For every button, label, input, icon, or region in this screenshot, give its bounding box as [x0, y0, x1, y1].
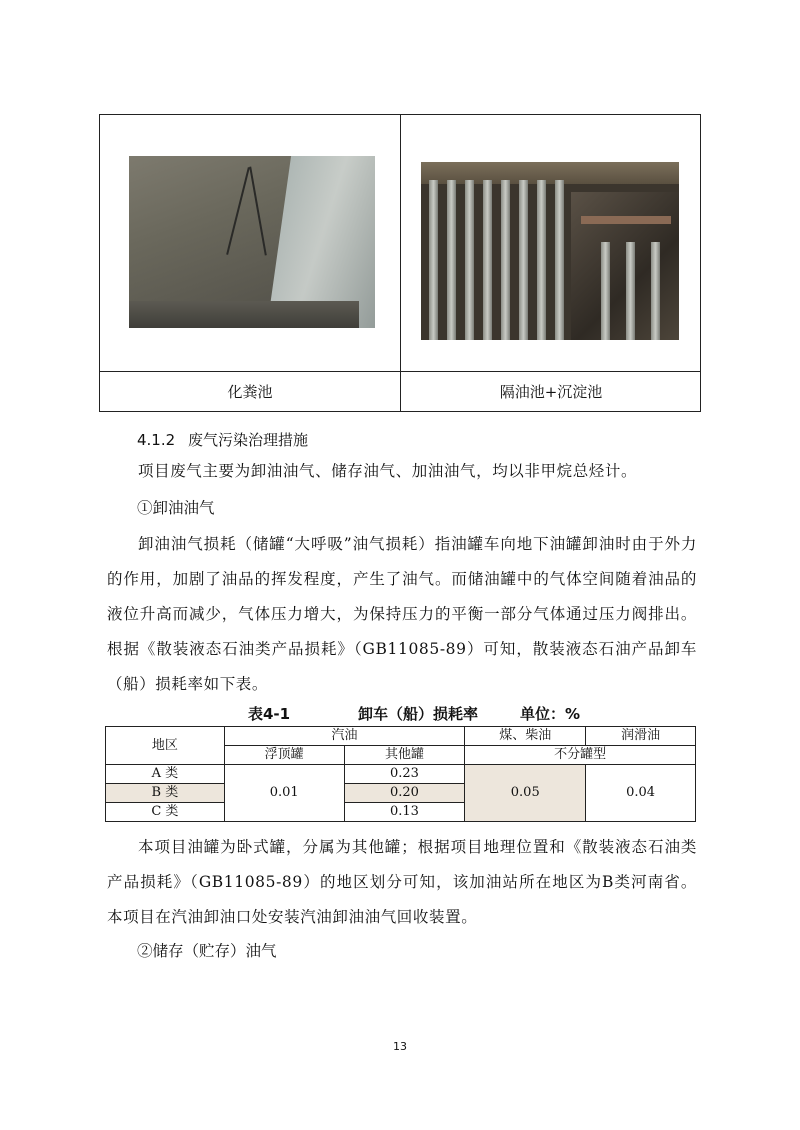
header-other-tank: 其他罐 — [344, 746, 465, 765]
other-tank-value: 0.20 — [344, 784, 465, 803]
region-cell: A 类 — [106, 765, 225, 784]
grate-bar — [465, 180, 474, 340]
photo-rod — [581, 216, 671, 224]
grate-bar — [626, 242, 635, 340]
header-no-tank-type: 不分罐型 — [465, 746, 696, 765]
grate-bar — [501, 180, 510, 340]
floating-roof-value: 0.01 — [224, 765, 344, 822]
grate-bar — [651, 242, 660, 340]
header-gasoline: 汽油 — [224, 727, 465, 746]
grate-bar — [483, 180, 492, 340]
table-row — [106, 765, 696, 784]
item-storage-heading: ②储存（贮存）油气 — [137, 942, 277, 960]
grate-bar — [519, 180, 528, 340]
coal-diesel-value: 0.05 — [465, 765, 586, 822]
photo-tripod-leg — [226, 167, 250, 255]
septic-tank-photo — [129, 156, 375, 328]
section-heading — [137, 427, 727, 453]
photo-rust-edge — [421, 162, 679, 184]
intro-paragraph: 项目废气主要为卸油油气、储存油气、加油油气，均以非甲烷总烃计。 — [138, 462, 638, 480]
grease-trap-photo — [421, 162, 679, 340]
item-unloading-heading: ①卸油油气 — [137, 499, 215, 517]
grate-bar — [555, 180, 564, 340]
section-title: 废气污染治理措施 — [187, 431, 308, 449]
header-floating-roof: 浮顶罐 — [224, 746, 344, 765]
region-cell: C 类 — [106, 803, 225, 822]
table-divider-vertical — [400, 115, 401, 411]
header-region: 地区 — [106, 727, 225, 765]
unloading-paragraph: 卸油油气损耗（储罐“大呼吸”油气损耗）指油罐车向地下油罐卸油时由于外力的作用，加剧了油品的挥发程度，产生了油气。而储油罐中的气体空间随着油品的液位升高而减少，气体压力增大，为保持压力的平衡一部分气体通过压力阀排出。根据《散装液态石油类产品损耗》（GB11085-89）可知，散装液态石油产品卸车（船）损耗率如下表。 — [107, 535, 697, 693]
photo-tripod-leg — [249, 167, 267, 256]
header-coal-diesel: 煤、柴油 — [465, 727, 586, 746]
photo-table — [99, 114, 701, 412]
photo-caption-septic: 化粪池 — [227, 383, 273, 401]
grate-bar — [447, 180, 456, 340]
photo-ledge — [129, 301, 359, 328]
loss-rate-table — [105, 726, 696, 822]
grate-bar — [429, 180, 438, 340]
other-tank-value: 0.13 — [344, 803, 465, 822]
page-number: 13 — [393, 1040, 407, 1053]
table-title: 卸车（船）损耗率 — [358, 705, 479, 723]
photo-caption-grease-trap: 隔油池+沉淀池 — [499, 383, 603, 401]
photo-mechanism — [571, 192, 679, 340]
grate-bar — [537, 180, 546, 340]
conclusion-paragraph: 本项目油罐为卧式罐，分属为其他罐；根据项目地理位置和《散装液态石油类产品损耗》（GB11085-89）的地区划分可知，该加油站所在地区为B类河南省。本项目在汽油卸油口处安装汽油卸油油气回收装置。 — [107, 838, 697, 926]
lubricant-value: 0.04 — [586, 765, 696, 822]
header-lubricant: 润滑油 — [586, 727, 696, 746]
grate-bar — [601, 242, 610, 340]
other-tank-value: 0.23 — [344, 765, 465, 784]
table-label: 表4-1 — [248, 705, 291, 723]
table-unit: 单位：% — [520, 705, 581, 723]
region-cell: B 类 — [106, 784, 225, 803]
section-number: 4.1.2 — [137, 431, 176, 449]
